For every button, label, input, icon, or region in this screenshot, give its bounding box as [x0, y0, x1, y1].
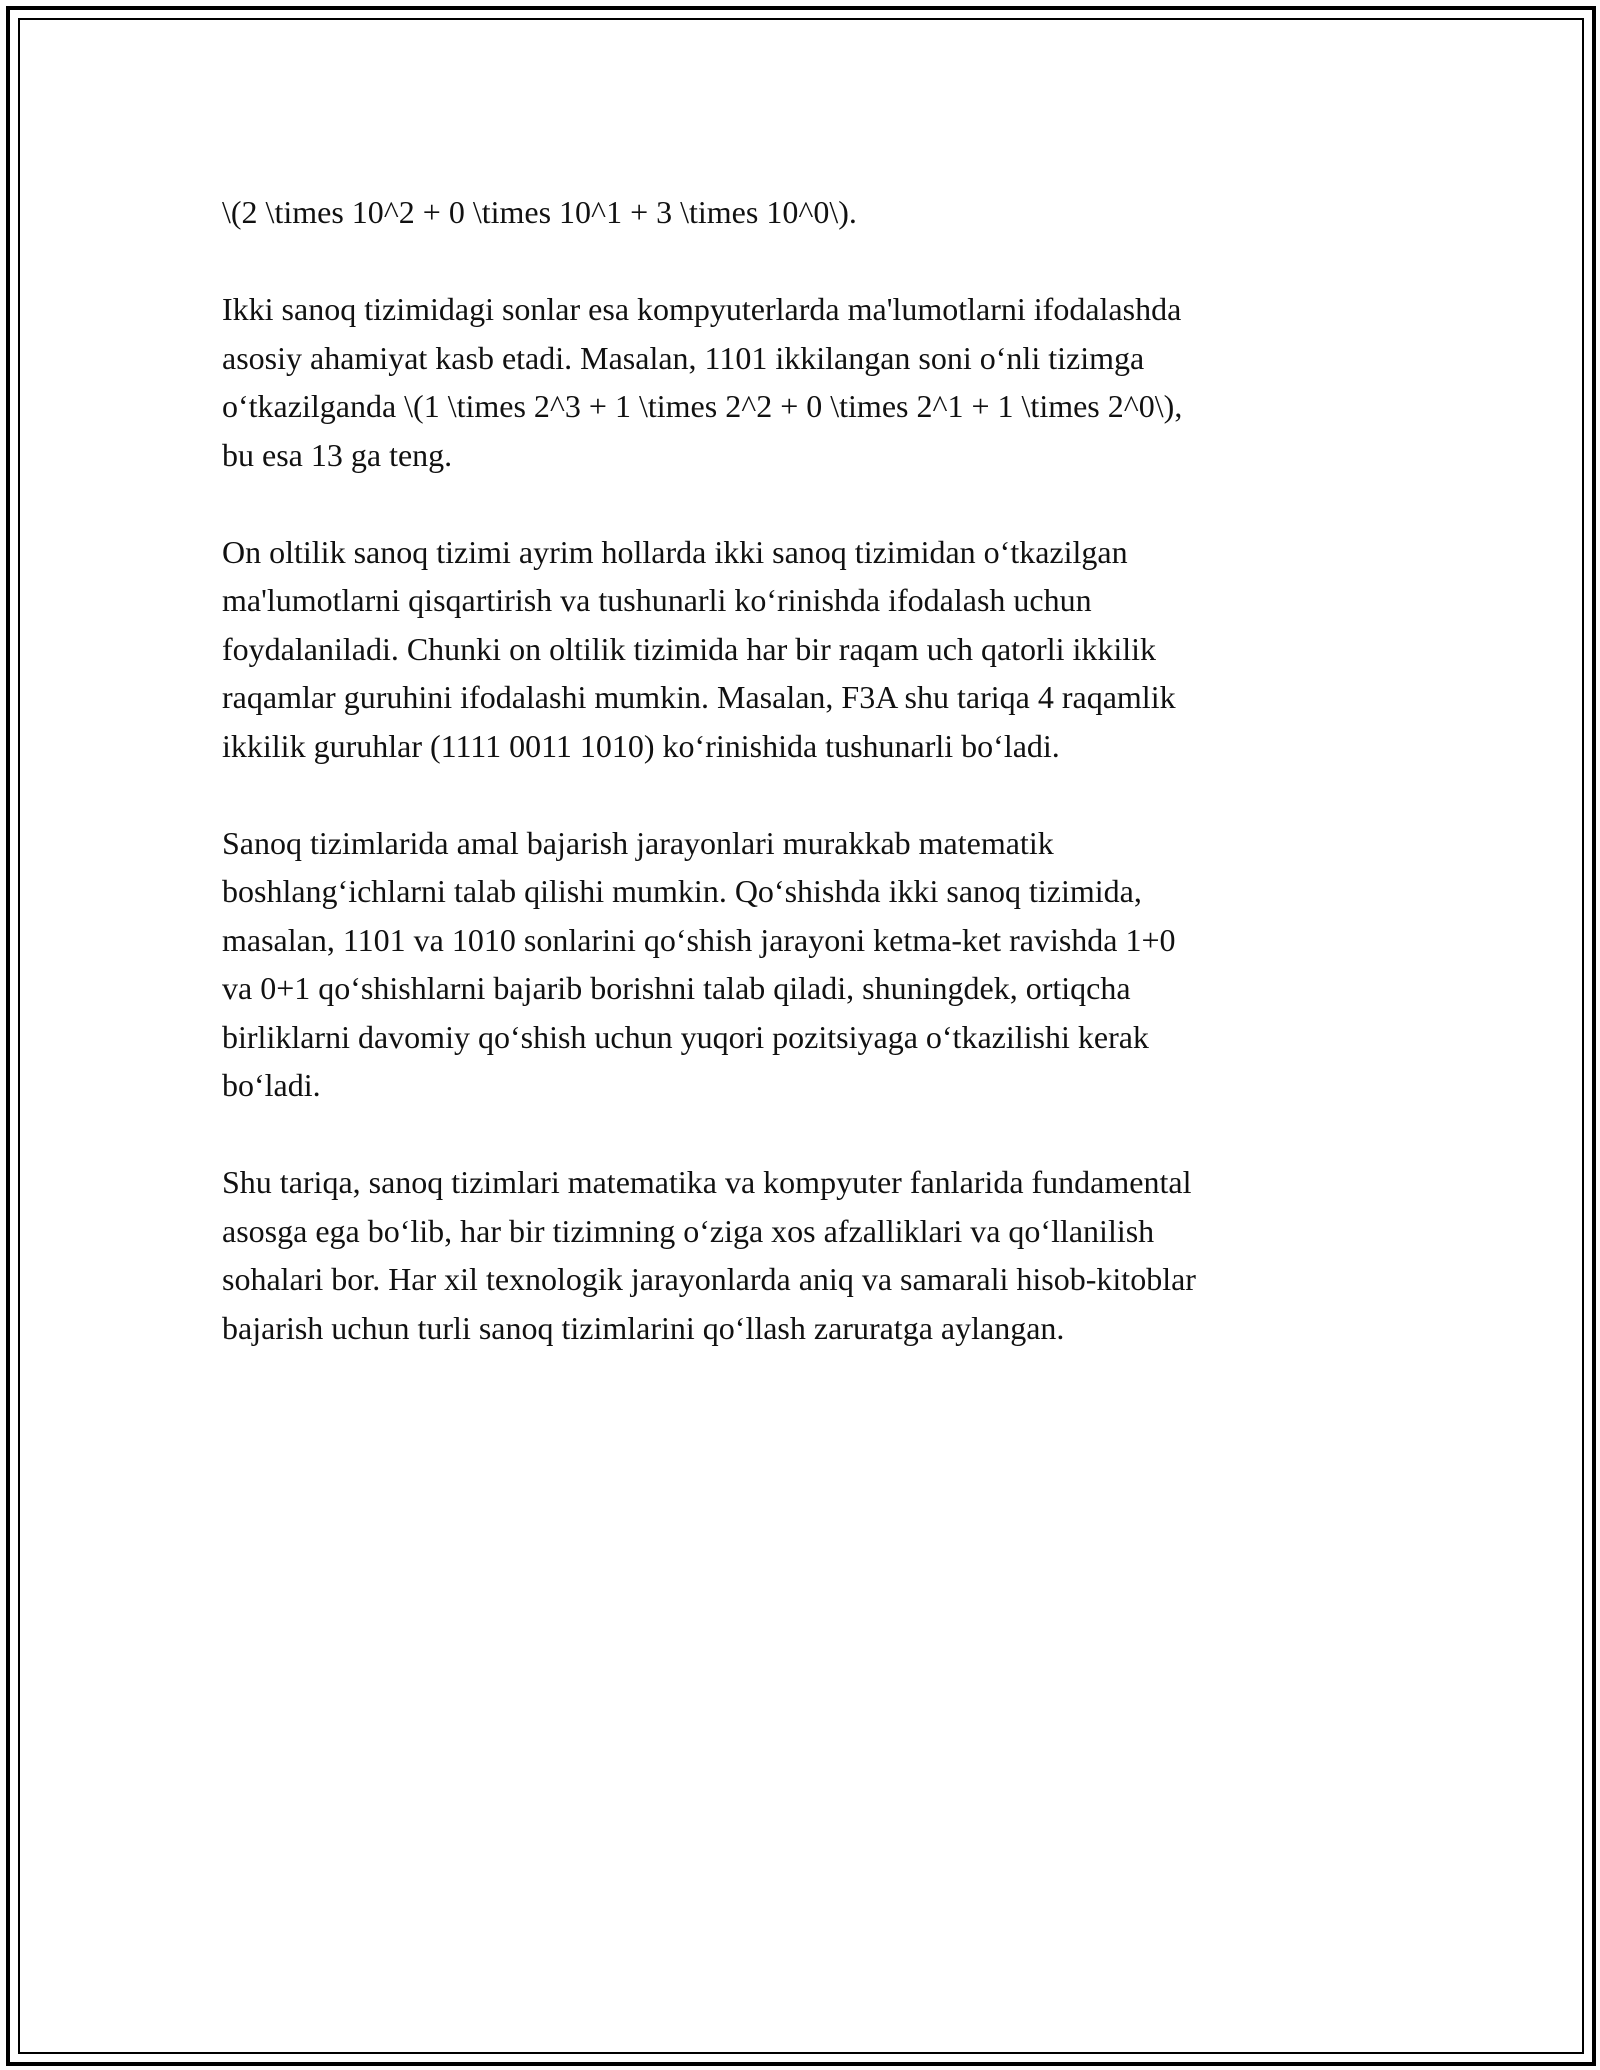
text-line: masalan, 1101 va 1010 sonlarini qo‘shish jarayoni ketma-ket ravishda 1+0 [222, 921, 1176, 958]
text-line: ma'lumotlarni qisqartirish va tushunarli ko‘rinishda ifodalash uchun [222, 582, 1092, 618]
paragraph-decimal-expansion [222, 188, 1372, 237]
paragraph-arithmetic-operations [222, 819, 1372, 1110]
text-line: \(2 \times 10^2 + 0 \times 10^1 + 3 \times 10^0\). [222, 194, 857, 230]
text-line: Ikki sanoq tizimidagi sonlar esa kompyuterlarda ma'lumotlarni ifodalashda [222, 291, 1182, 327]
text-line: o‘tkazilganda \(1 \times 2^3 + 1 \times 2^2 + 0 \times 2^1 + 1 \times 2^0\), [222, 388, 1183, 424]
text-line: boshlang‘ichlarni talab qilishi mumkin. Qo‘shishda ikki sanoq tizimida, [222, 873, 1142, 909]
paragraph-conclusion [222, 1158, 1372, 1352]
text-line: bajarish uchun turli sanoq tizimlarini qo‘llash zaruratga aylangan. [222, 1309, 1065, 1346]
text-line: Sanoq tizimlarida amal bajarish jarayonlari murakkab matematik [222, 824, 1054, 861]
text-line: sohalari bor. Har xil texnologik jarayonlarda aniq va samarali hisob-kitoblar [222, 1261, 1196, 1297]
text-line: ikkilik guruhlar (1111 0011 1010) ko‘rinishida tushunarli bo‘ladi. [222, 727, 1060, 764]
text-line: foydalaniladi. Chunki on oltilik tizimida har bir raqam uch qatorli ikkilik [222, 630, 1157, 667]
text-line: asosga ega bo‘lib, har bir tizimning o‘ziga xos afzalliklari va qo‘llanilish [222, 1212, 1155, 1249]
document-body [222, 188, 1372, 1401]
paragraph-binary-system [222, 285, 1372, 479]
text-line: va 0+1 qo‘shishlarni bajarib borishni talab qiladi, shuningdek, ortiqcha [222, 970, 1131, 1006]
text-line: raqamlar guruhini ifodalashi mumkin. Masalan, F3A shu tariqa 4 raqamlik [222, 679, 1176, 715]
text-line: birliklarni davomiy qo‘shish uchun yuqori pozitsiyaga o‘tkazilishi kerak [222, 1018, 1149, 1055]
text-line: asosiy ahamiyat kasb etadi. Masalan, 1101 ikkilangan soni o‘nli tizimga [222, 339, 1145, 376]
text-line: bu esa 13 ga teng. [222, 436, 453, 473]
paragraph-hexadecimal-system [222, 528, 1372, 771]
text-line: bo‘ladi. [222, 1067, 321, 1103]
text-line: Shu tariqa, sanoq tizimlari matematika va kompyuter fanlarida fundamental [222, 1164, 1192, 1200]
text-line: On oltilik sanoq tizimi ayrim hollarda ikki sanoq tizimidan o‘tkazilgan [222, 533, 1128, 570]
